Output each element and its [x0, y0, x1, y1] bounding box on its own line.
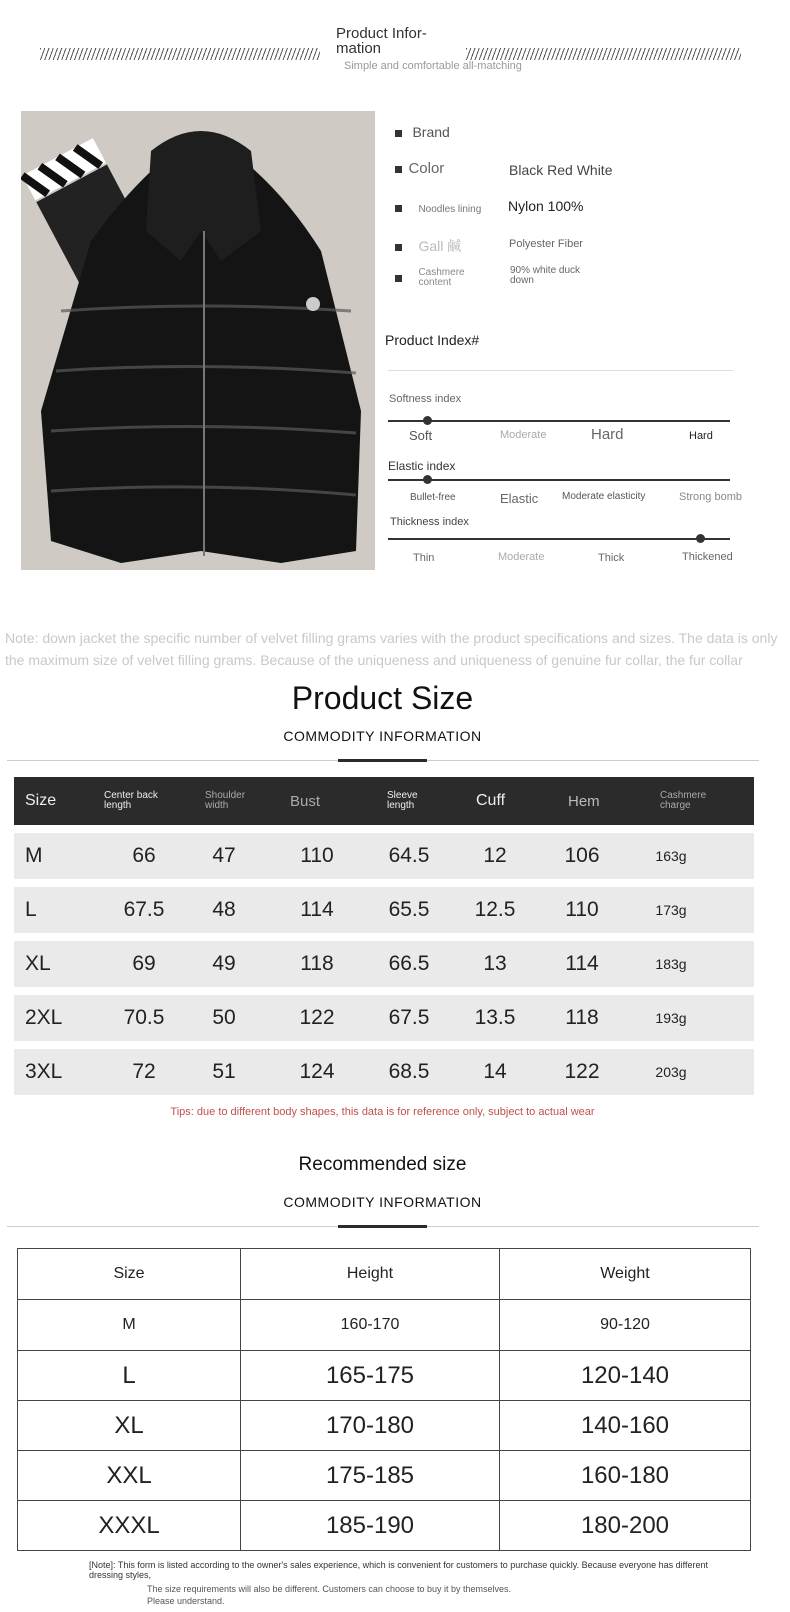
- table-cell: 106: [564, 844, 600, 867]
- table-cell: 173g: [655, 902, 687, 918]
- header-cell: Shoulder width: [205, 790, 246, 811]
- table-cell: XXL: [18, 1451, 241, 1501]
- table-cell: 64.5: [388, 844, 430, 867]
- attr-label: Brand: [412, 124, 450, 140]
- header-title: Product Infor- mation: [336, 25, 427, 57]
- index-title: Product Index#: [385, 332, 480, 348]
- product-size-subtitle: COMMODITY INFORMATION: [283, 728, 482, 744]
- table-cell: 118: [565, 1006, 599, 1029]
- table-cell: 163g: [655, 848, 687, 864]
- table-cell: 3XL: [25, 1060, 63, 1083]
- table-cell: L: [18, 1351, 241, 1401]
- slider-knob: [696, 534, 705, 543]
- table-cell: 12.5: [474, 898, 516, 921]
- thickness-opt: Moderate: [498, 551, 545, 563]
- attr-label: Cashmere content: [418, 267, 465, 288]
- attr-label: Noodles lining: [418, 204, 482, 215]
- table-cell: 118: [300, 952, 334, 975]
- table-cell: 170-180: [241, 1401, 500, 1451]
- bullet-icon: [395, 275, 402, 282]
- table-cell: 124: [299, 1060, 335, 1083]
- table-cell: 67.5: [388, 1006, 430, 1029]
- table-row: [14, 833, 754, 879]
- elastic-opt: Moderate elasticity: [562, 491, 646, 502]
- bullet-icon: [395, 205, 402, 212]
- table-cell: 160-180: [500, 1451, 751, 1501]
- recommended-body: [18, 1300, 751, 1551]
- table-cell: 183g: [655, 956, 687, 972]
- thickness-label: Thickness index: [390, 516, 469, 528]
- table-cell: 65.5: [388, 898, 430, 921]
- table-cell: 122: [564, 1060, 600, 1083]
- header-cell: Bust: [290, 792, 321, 810]
- filling-note: Note: down jacket the specific number of velvet filling grams varies with the product specifications and sizes. The data is only the maximum size of velvet filling grams. Because of the uniqueness and uniqueness of genuine fur collar, the fur collar: [5, 630, 778, 668]
- header-cell: Hem: [568, 792, 600, 810]
- attr-gall: [395, 236, 461, 256]
- thickness-slider: [388, 538, 730, 540]
- recommended-title: Recommended size: [298, 1154, 467, 1175]
- table-cell: XL: [25, 952, 51, 975]
- table-cell: 120-140: [500, 1351, 751, 1401]
- table-cell: L: [25, 898, 37, 921]
- size-tip: Tips: due to different body shapes, this data is for reference only, subject to actual wear: [170, 1106, 595, 1118]
- thickness-opt: Thickened: [682, 551, 733, 563]
- elastic-slider: [388, 479, 730, 481]
- table-cell: 13: [483, 952, 507, 975]
- table-cell: 114: [300, 898, 334, 921]
- elastic-opt: Bullet-free: [410, 492, 456, 503]
- size-table-body: [14, 833, 754, 1095]
- table-cell: 72: [132, 1060, 156, 1083]
- header-hatch-left: [40, 48, 320, 60]
- table-cell: 122: [299, 1006, 335, 1029]
- footer-note-line2: The size requirements will also be different. Customers can choose to buy it by themselves.: [147, 1584, 512, 1594]
- table-cell: 110: [565, 898, 599, 921]
- product-photo: [21, 111, 375, 570]
- table-cell: 165-175: [241, 1351, 500, 1401]
- attr-cashmere: [395, 268, 478, 288]
- table-row: [14, 1049, 754, 1095]
- table-cell: 49: [212, 952, 236, 975]
- attr-value: Nylon 100%: [508, 198, 584, 214]
- softness-label: Softness index: [389, 393, 462, 405]
- softness-opt: Hard: [689, 430, 713, 442]
- header-cell: Size: [25, 792, 57, 809]
- attr-label: Color: [408, 160, 445, 177]
- attr-label: Gall 鹹: [418, 238, 462, 254]
- softness-opt: Moderate: [500, 429, 547, 441]
- elastic-opt: Strong bomb: [679, 491, 742, 503]
- table-cell: 180-200: [500, 1501, 751, 1551]
- table-cell: 50: [212, 1006, 236, 1029]
- elastic-label: Elastic index: [388, 459, 456, 473]
- header-cell: Center back length: [104, 790, 158, 811]
- table-cell: 48: [212, 898, 236, 921]
- table-cell: 51: [212, 1060, 236, 1083]
- header-cell: Height: [241, 1249, 500, 1300]
- table-cell: 2XL: [25, 1006, 63, 1029]
- slider-track: [388, 538, 730, 540]
- attr-lining: [395, 199, 481, 217]
- bullet-icon: [395, 244, 402, 251]
- table-cell: 160-170: [241, 1300, 500, 1351]
- table-cell: M: [25, 844, 43, 867]
- footer-note-line1: [Note]: This form is listed according to the owner's sales experience, which is convenient for customers to purchase quickly. Because everyone has different dressing styles,: [89, 1560, 709, 1580]
- table-cell: 14: [483, 1060, 507, 1083]
- bullet-icon: [395, 166, 402, 173]
- table-cell: 68.5: [388, 1060, 430, 1083]
- section-accent-bar: [338, 1225, 427, 1228]
- attr-color: [395, 160, 444, 178]
- attr-value: Polyester Fiber: [509, 238, 583, 250]
- attr-value: Black Red White: [509, 162, 613, 178]
- table-cell: 47: [212, 844, 236, 867]
- table-row: [18, 1451, 751, 1501]
- header-cell: Size: [18, 1249, 241, 1300]
- product-size-title: Product Size: [291, 680, 474, 716]
- header-subtitle: Simple and comfortable all-matching: [344, 60, 522, 72]
- softness-opt: Soft: [409, 428, 433, 443]
- table-row: [18, 1501, 751, 1551]
- slider-knob: [423, 416, 432, 425]
- attr-brand: [395, 124, 450, 142]
- table-cell: XXXL: [18, 1501, 241, 1551]
- table-cell: 70.5: [123, 1006, 165, 1029]
- table-cell: 140-160: [500, 1401, 751, 1451]
- size-table: [14, 777, 754, 1095]
- table-cell: 13.5: [474, 1006, 516, 1029]
- recommended-table: [17, 1248, 751, 1551]
- table-cell: 193g: [655, 1010, 687, 1026]
- table-cell: 69: [132, 952, 156, 975]
- table-cell: M: [18, 1300, 241, 1351]
- size-table-header: [14, 777, 754, 825]
- table-row: [18, 1351, 751, 1401]
- bullet-icon: [395, 130, 402, 137]
- thickness-opt: Thick: [598, 552, 625, 564]
- table-cell: 114: [565, 952, 599, 975]
- table-cell: 90-120: [500, 1300, 751, 1351]
- table-row: [18, 1401, 751, 1451]
- table-cell: 12: [483, 844, 507, 867]
- thickness-opt: Thin: [413, 552, 435, 564]
- attr-value: 90% white duck down: [510, 265, 581, 286]
- table-row: [18, 1300, 751, 1351]
- footer-note-line3: Please understand.: [147, 1596, 225, 1606]
- table-cell: 203g: [655, 1064, 687, 1080]
- section-accent-bar: [338, 759, 427, 762]
- header-cell: Weight: [500, 1249, 751, 1300]
- elastic-opt: Elastic: [500, 491, 539, 506]
- softness-opt: Hard: [591, 426, 624, 443]
- table-row: [14, 941, 754, 987]
- header-cell: Cuff: [476, 792, 506, 809]
- slider-knob: [423, 475, 432, 484]
- table-row: [14, 887, 754, 933]
- table-cell: 67.5: [123, 898, 165, 921]
- header-hatch-right: [466, 48, 741, 60]
- table-cell: XL: [18, 1401, 241, 1451]
- recommended-subtitle: COMMODITY INFORMATION: [283, 1194, 482, 1210]
- table-cell: 175-185: [241, 1451, 500, 1501]
- index-divider: [388, 370, 733, 371]
- header-cell: Sleeve length: [387, 790, 418, 811]
- slider-track: [388, 479, 730, 481]
- table-header-row: [18, 1249, 751, 1300]
- table-cell: 66: [132, 844, 156, 867]
- table-row: [14, 995, 754, 1041]
- down-jacket-image: [21, 111, 375, 570]
- table-cell: 110: [300, 844, 334, 867]
- table-cell: 185-190: [241, 1501, 500, 1551]
- slider-track: [388, 420, 730, 422]
- table-cell: 66.5: [388, 952, 430, 975]
- header-cell: Cashmere charge: [660, 790, 707, 811]
- softness-slider: [388, 420, 730, 422]
